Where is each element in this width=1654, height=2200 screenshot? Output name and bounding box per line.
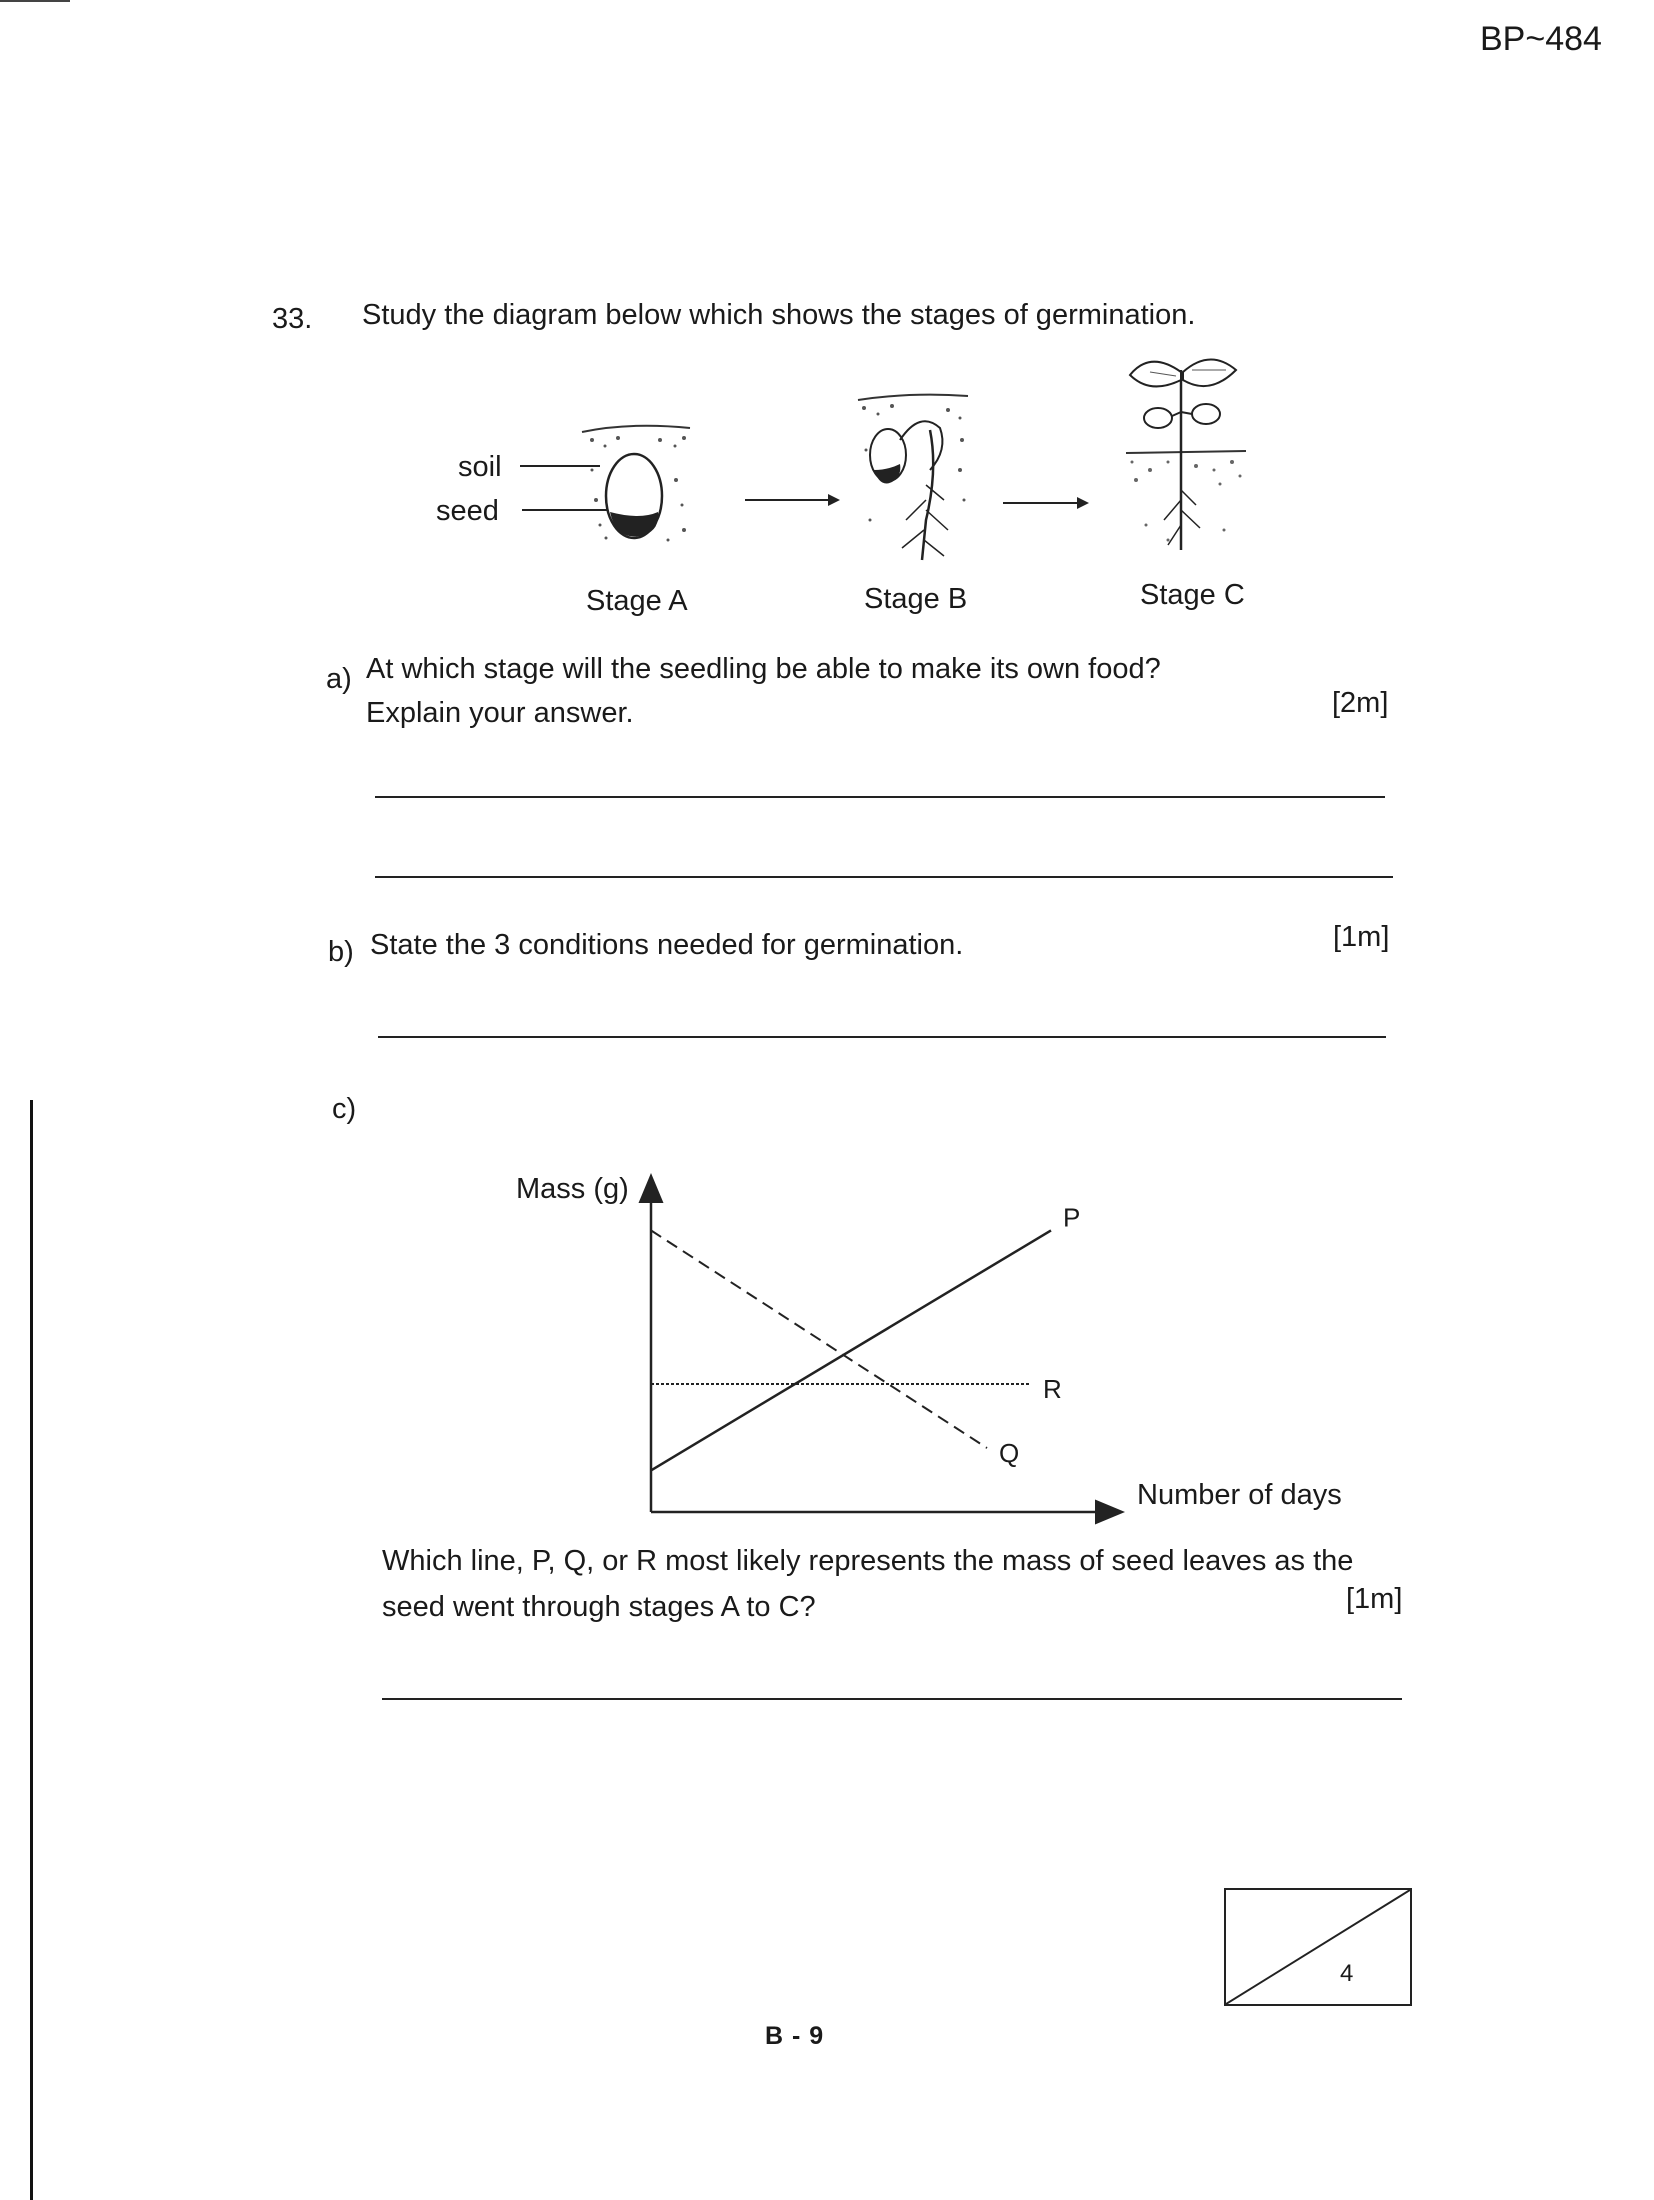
part-a-question: At which stage will the seedling be able to make its own food? — [366, 653, 1161, 685]
part-c-answer-line[interactable] — [382, 1698, 1402, 1700]
question-intro: Study the diagram below which shows the stages of germination. — [362, 299, 1196, 331]
part-c-question: Which line, P, Q, or R most likely represents the mass of seed leaves as the — [382, 1545, 1354, 1577]
page-number: B - 9 — [765, 2022, 825, 2050]
stage-a-label: Stage A — [586, 585, 688, 617]
part-b-question: State the 3 conditions needed for germination. — [370, 929, 964, 961]
part-c-question-line2: seed went through stages A to C? — [382, 1591, 816, 1623]
stage-b-label: Stage B — [864, 583, 968, 615]
score-box-diagonal — [1226, 1890, 1410, 2004]
part-c-marks: [1m] — [1346, 1583, 1403, 1615]
series-label-q: Q — [999, 1438, 1020, 1468]
chart-x-label: Number of days — [1137, 1479, 1342, 1511]
part-a-marks: [2m] — [1332, 687, 1389, 719]
part-a-label: a) — [326, 663, 352, 695]
series-line-p — [651, 1230, 1051, 1470]
left-margin-rule — [30, 1100, 33, 2200]
stage-c-illustration — [1126, 359, 1246, 550]
score-total: 4 — [1340, 1960, 1354, 1987]
part-a-answer-line-2[interactable] — [375, 876, 1393, 878]
chart-y-label: Mass (g) — [516, 1173, 629, 1205]
series-line-q — [651, 1230, 987, 1448]
question-number: 33. — [272, 303, 313, 335]
part-b-marks: [1m] — [1333, 921, 1390, 953]
series-label-r: R — [1043, 1374, 1062, 1404]
part-b-label: b) — [328, 936, 354, 968]
mass-chart — [600, 1160, 1160, 1530]
part-c-label: c) — [332, 1093, 357, 1125]
series-label-p: P — [1063, 1202, 1081, 1233]
stage-c-label: Stage C — [1140, 579, 1245, 611]
page-code: BP~484 — [1480, 20, 1602, 58]
part-a-question-line2: Explain your answer. — [366, 697, 634, 729]
stage-a-illustration — [582, 426, 690, 542]
germination-diagram — [0, 0, 1654, 600]
stage-b-illustration — [858, 395, 968, 560]
label-seed: seed — [436, 495, 499, 527]
label-soil: soil — [458, 451, 502, 483]
part-b-answer-line[interactable] — [378, 1036, 1386, 1038]
part-a-answer-line-1[interactable] — [375, 796, 1385, 798]
score-box — [1224, 1888, 1412, 2006]
